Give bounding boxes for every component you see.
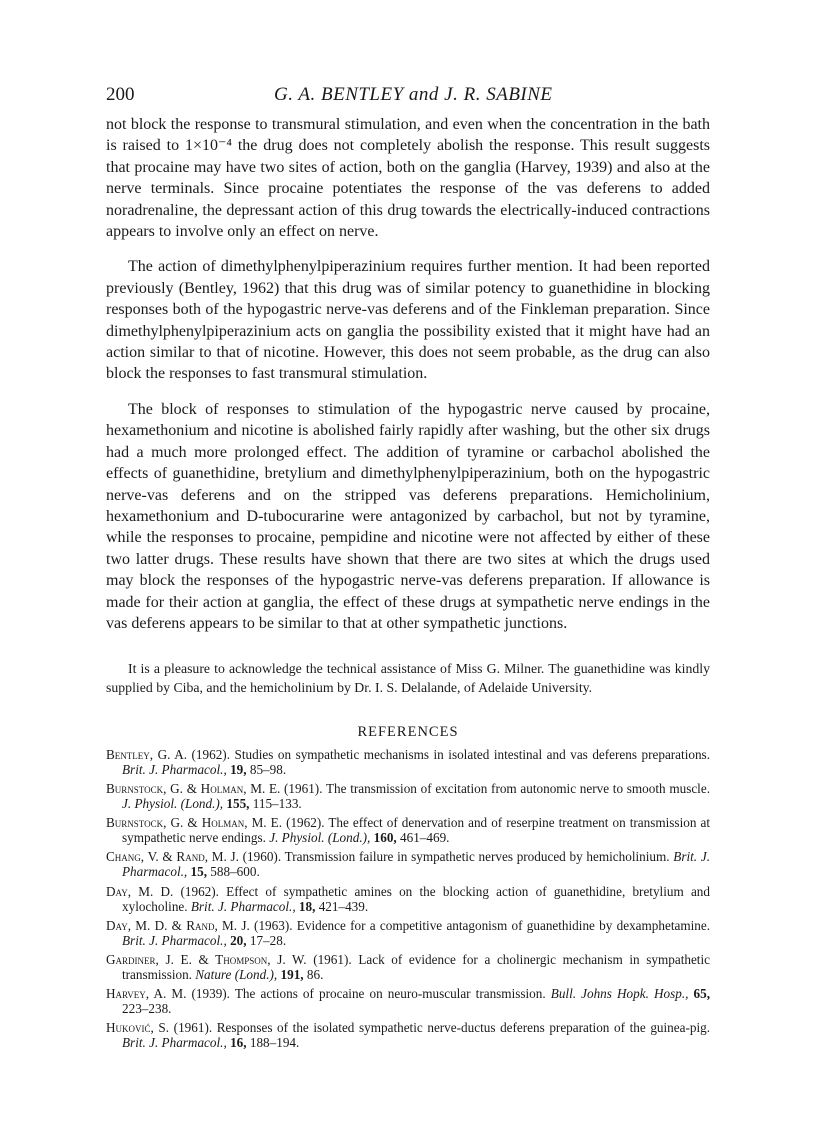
reference-item: Huković, S. (1961). Responses of the isolated sympathetic nerve-ductus deferens preparation of the guinea-pig. Brit. J. Pharmacol., 16, 188–194. (106, 1020, 711, 1051)
reference-item: Burnstock, G. & Holman, M. E. (1961). The transmission of excitation from autonomic nerve to smooth muscle. J. Physiol. (Lond.), 155, 115–133. (106, 780, 710, 811)
page (106, 84, 710, 1054)
reference-item: Bentley, G. A. (1962). Studies on sympathetic mechanisms in isolated intestinal and vas deferens preparations. Brit. J. Pharmacol., 19, 85–98. (106, 746, 710, 777)
reference-item: Harvey, A. M. (1939). The actions of procaine on neuro-muscular transmission. Bull. Johns Hopk. Hosp., 65, 223–238. (106, 986, 711, 1017)
reference-item: Gardiner, J. E. & Thompson, J. W. (1961). Lack of evidence for a cholinergic mechanism in sympathetic transmission. Nature (Lond.), 191, 86. (106, 951, 710, 982)
reference-item: Day, M. D. (1962). Effect of sympathetic amines on the blocking action of guanethidine, bretylium and xylocholine. Brit. J. Pharmacol., 18, 421–439. (106, 883, 710, 914)
running-head-authors: G. A. BENTLEY and J. R. SABINE (274, 84, 553, 105)
page-number: 200 (106, 84, 135, 105)
reference-item: Day, M. D. & Rand, M. J. (1963). Evidence for a competitive antagonism of guanethidine by dexamphetamine. Brit. J. Pharmacol., 20, 17–28. (106, 917, 710, 948)
reference-list (106, 747, 710, 1051)
body-paragraph-1: not block the response to transmural stimulation, and even when the concentration in the bath is raised to 1×10⁻⁴ the drug does not completely abolish the response. This result suggests that procaine may have two sites of action, both on the ganglia (Harvey, 1939) and also at the nerve terminals. Since procaine potentiates the response of the vas deferens to added noradrenaline, the depressant action of this drug towards the electrically-induced contractions appears to involve only an effect on nerve. (106, 116, 710, 241)
acknowledgement: It is a pleasure to acknowledge the technical assistance of Miss G. Milner. The guanethidine was kindly supplied by Ciba, and the hemicholinium by Dr. I. S. Delalande, of Adelaide University. (106, 661, 710, 695)
body-paragraph-3: The block of responses to stimulation of the hypogastric nerve caused by procaine, hexamethonium and nicotine is abolished fairly rapidly after washing, but the other six drugs had a much more prolonged effect. The addition of tyramine or carbachol abolished the effects of guanethidine, bretylium and dimethylphenylpiperazinium, both on the hypogastric nerve-vas deferens and on the stripped vas deferens preparations. Hemicholinium, hexamethonium and D-tubocurarine were antagonized by carbachol, but not by tyramine, while the responses to procaine, pempidine and nicotine were not affected by either of these two latter drugs. These results have shown that there are two sites at which the drugs used may block the responses of the hypogastric nerve-vas deferens preparation. If allowance is made for their action at ganglia, the effect of these drugs at sympathetic nerve endings in the vas deferens appears to be similar to that at other sympathetic junctions. (106, 400, 710, 632)
reference-item: Chang, V. & Rand, M. J. (1960). Transmission failure in sympathetic nerves produced by hemicholinium. Brit. J. Pharmacol., 15, 588–600. (106, 849, 710, 880)
references-heading: REFERENCES (357, 723, 459, 740)
reference-item: Burnstock, G. & Holman, M. E. (1962). The effect of denervation and of reserpine treatment on transmission at sympathetic nerve endings. J. Physiol. (Lond.), 160, 461–469. (106, 815, 710, 846)
running-head (106, 84, 710, 114)
body-paragraph-2: The action of dimethylphenylpiperazinium requires further mention. It had been reported previously (Bentley, 1962) that this drug was of similar potency to guanethidine in blocking responses both of the hypogastric nerve-vas deferens and of the Finkleman preparation. Since dimethylphenylpiperazinium acts on ganglia the possibility existed that it might have had an action similar to that of nicotine. However, this does not seem probable, as the drug can also block the responses to fast transmural stimulation. (106, 258, 710, 383)
